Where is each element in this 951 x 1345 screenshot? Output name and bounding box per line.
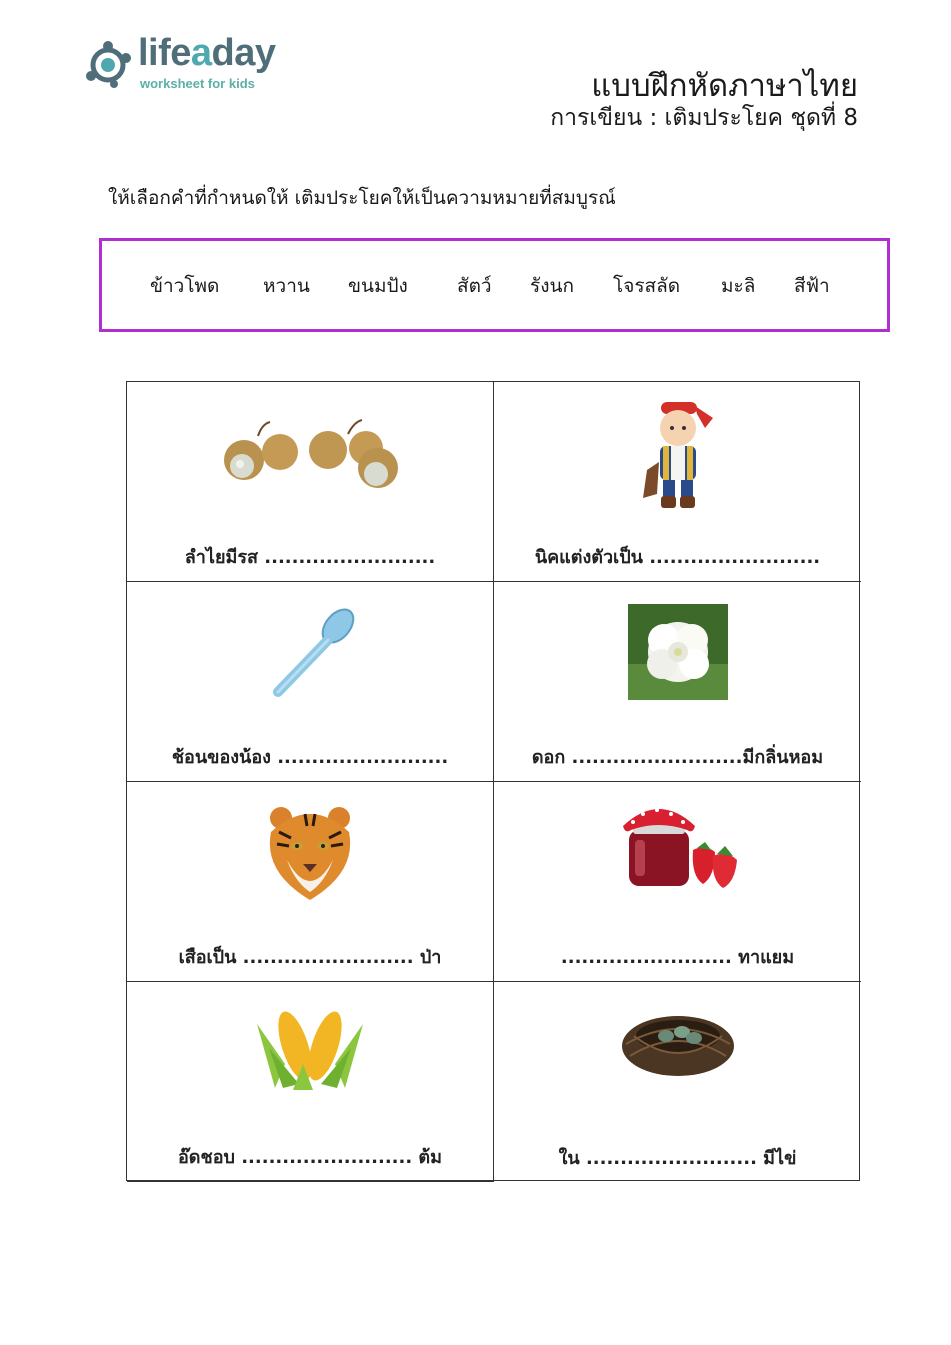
- word-bank-item: โจรสลัด: [613, 275, 681, 297]
- bird-nest-icon: [620, 1006, 736, 1078]
- exercise-cell: [494, 582, 861, 782]
- word-bank-item: ข้าวโพด: [150, 275, 220, 297]
- exercise-grid: [126, 381, 860, 1181]
- page-subtitle: การเขียน : เติมประโยค ชุดที่ 8: [550, 105, 858, 131]
- word-bank-item: สีฟ้า: [794, 275, 830, 297]
- pirate-boy-icon: [633, 398, 723, 513]
- brand-tagline: worksheet for kids: [140, 76, 255, 91]
- exercise-cell: [494, 782, 861, 982]
- instruction-text: ให้เลือกคำที่กำหนดให้ เติมประโยคให้เป็นความหมายที่สมบูรณ์: [108, 187, 616, 209]
- exercise-cell: [494, 382, 861, 582]
- exercise-sentence: เสือเป็น ......................... ป่า: [178, 947, 442, 968]
- molecule-logo-icon: [84, 38, 134, 90]
- word-bank: [99, 238, 890, 332]
- brand-logo: [84, 32, 284, 96]
- longan-fruit-icon: [220, 418, 400, 498]
- exercise-cell: [127, 782, 494, 982]
- word-bank-item: สัตว์: [457, 275, 492, 297]
- spoon-icon: [260, 606, 360, 706]
- exercise-cell: [494, 982, 861, 1182]
- exercise-sentence: ลำไยมีรส .........................: [184, 547, 436, 568]
- exercise-sentence: ดอก .........................มีกลิ่นหอม: [531, 747, 824, 768]
- exercise-cell: [127, 982, 494, 1182]
- jam-jar-strawberries-icon: [613, 800, 743, 892]
- exercise-cell: [127, 382, 494, 582]
- brand-name: lifeaday: [138, 32, 276, 74]
- exercise-sentence: ช้อนของน้อง .........................: [171, 747, 449, 768]
- word-bank-item: หวาน: [263, 275, 310, 297]
- exercise-cell: [127, 582, 494, 782]
- page-title: แบบฝึกหัดภาษาไทย: [591, 68, 858, 104]
- exercise-sentence: ......................... ทาแยม: [560, 947, 795, 968]
- tiger-head-icon: [265, 802, 355, 902]
- word-bank-item: รังนก: [530, 275, 574, 297]
- exercise-sentence: อ๊ดชอบ ......................... ต้ม: [178, 1147, 442, 1168]
- word-bank-item: มะลิ: [721, 275, 756, 297]
- exercise-sentence: นิคแต่งตัวเป็น .........................: [534, 547, 821, 568]
- corn-cobs-icon: [255, 1004, 365, 1090]
- word-bank-item: ขนมปัง: [348, 275, 408, 297]
- jasmine-flower-icon: [628, 604, 728, 700]
- exercise-sentence: ใน ......................... มีไข่: [558, 1148, 797, 1169]
